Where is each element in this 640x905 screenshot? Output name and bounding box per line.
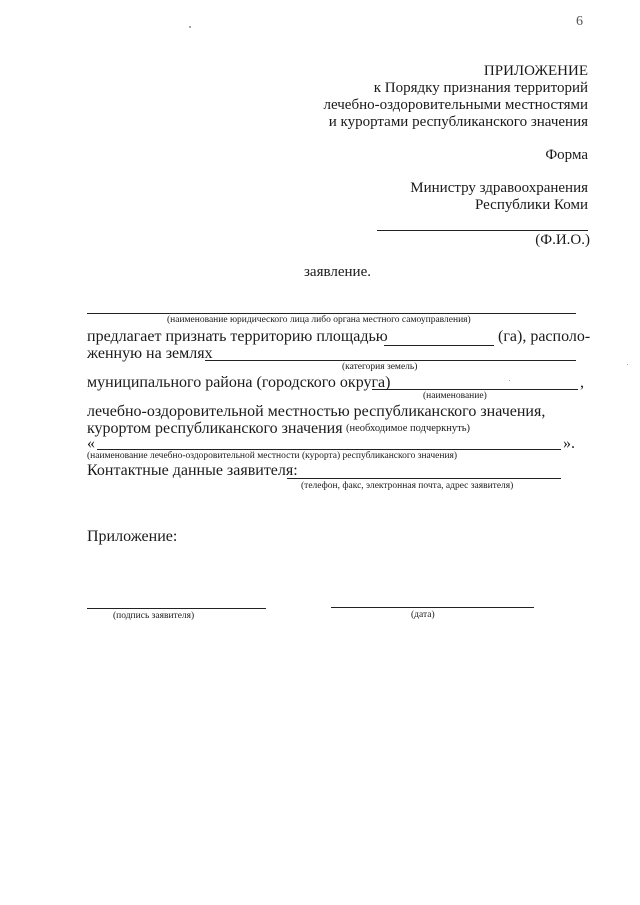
underline-note: (необходимое подчеркнуть) — [346, 423, 470, 434]
lands-prefix: женную на землях — [87, 345, 213, 362]
scan-speck — [509, 380, 510, 381]
date-caption: (дата) — [411, 610, 435, 620]
fio-caption: (Ф.И.О.) — [535, 232, 590, 248]
propose-text: предлагает признать территорию площадью — [87, 328, 388, 345]
land-category-underline — [205, 360, 576, 361]
page-number: 6 — [576, 14, 583, 29]
signature-caption: (подпись заявителя) — [113, 611, 195, 621]
quote-open: « — [87, 435, 95, 452]
locality-name-caption: (наименование лечебно-оздоровительной местности (курорта) республиканского значения) — [87, 451, 458, 461]
propose-text-end: (га), располо- — [498, 328, 591, 345]
district-name-caption: (наименование) — [423, 391, 487, 401]
signature-underline — [87, 608, 266, 609]
district-name-underline — [372, 389, 578, 390]
entity-underline — [87, 313, 576, 314]
district-comma: , — [580, 374, 584, 391]
appendix-line-1: к Порядку признания территорий — [373, 80, 588, 96]
health-locality-option: лечебно-оздоровительной местностью республиканского значения, — [87, 403, 546, 420]
statement-title: заявление. — [304, 264, 371, 280]
municipal-district-text: муниципального района (городского округа) — [87, 374, 391, 391]
contact-caption: (телефон, факс, электронная почта, адрес заявителя) — [301, 481, 514, 491]
contact-label: Контактные данные заявителя: — [87, 462, 298, 479]
fio-underline — [377, 230, 588, 231]
scan-speck — [189, 26, 191, 28]
form-label: Форма — [545, 147, 588, 163]
date-underline — [331, 607, 534, 608]
entity-caption: (наименование юридического лица либо органа местного самоуправления) — [167, 315, 471, 325]
appendix-line-3: и курортами республиканского значения — [328, 114, 588, 130]
area-underline — [384, 345, 494, 346]
attachment-label: Приложение: — [87, 528, 178, 545]
appendix-title: ПРИЛОЖЕНИЕ — [483, 63, 588, 79]
addressee-line-1: Министру здравоохранения — [410, 180, 588, 196]
contact-underline — [287, 478, 561, 479]
locality-name-underline — [97, 449, 561, 450]
scan-speck — [627, 364, 628, 365]
appendix-line-2: лечебно-оздоровительными местностями — [323, 97, 588, 113]
resort-option: курортом республиканского значения — [87, 420, 343, 437]
quote-close: ». — [563, 435, 575, 452]
land-category-caption: (категория земель) — [342, 362, 418, 372]
addressee-line-2: Республики Коми — [475, 197, 588, 213]
